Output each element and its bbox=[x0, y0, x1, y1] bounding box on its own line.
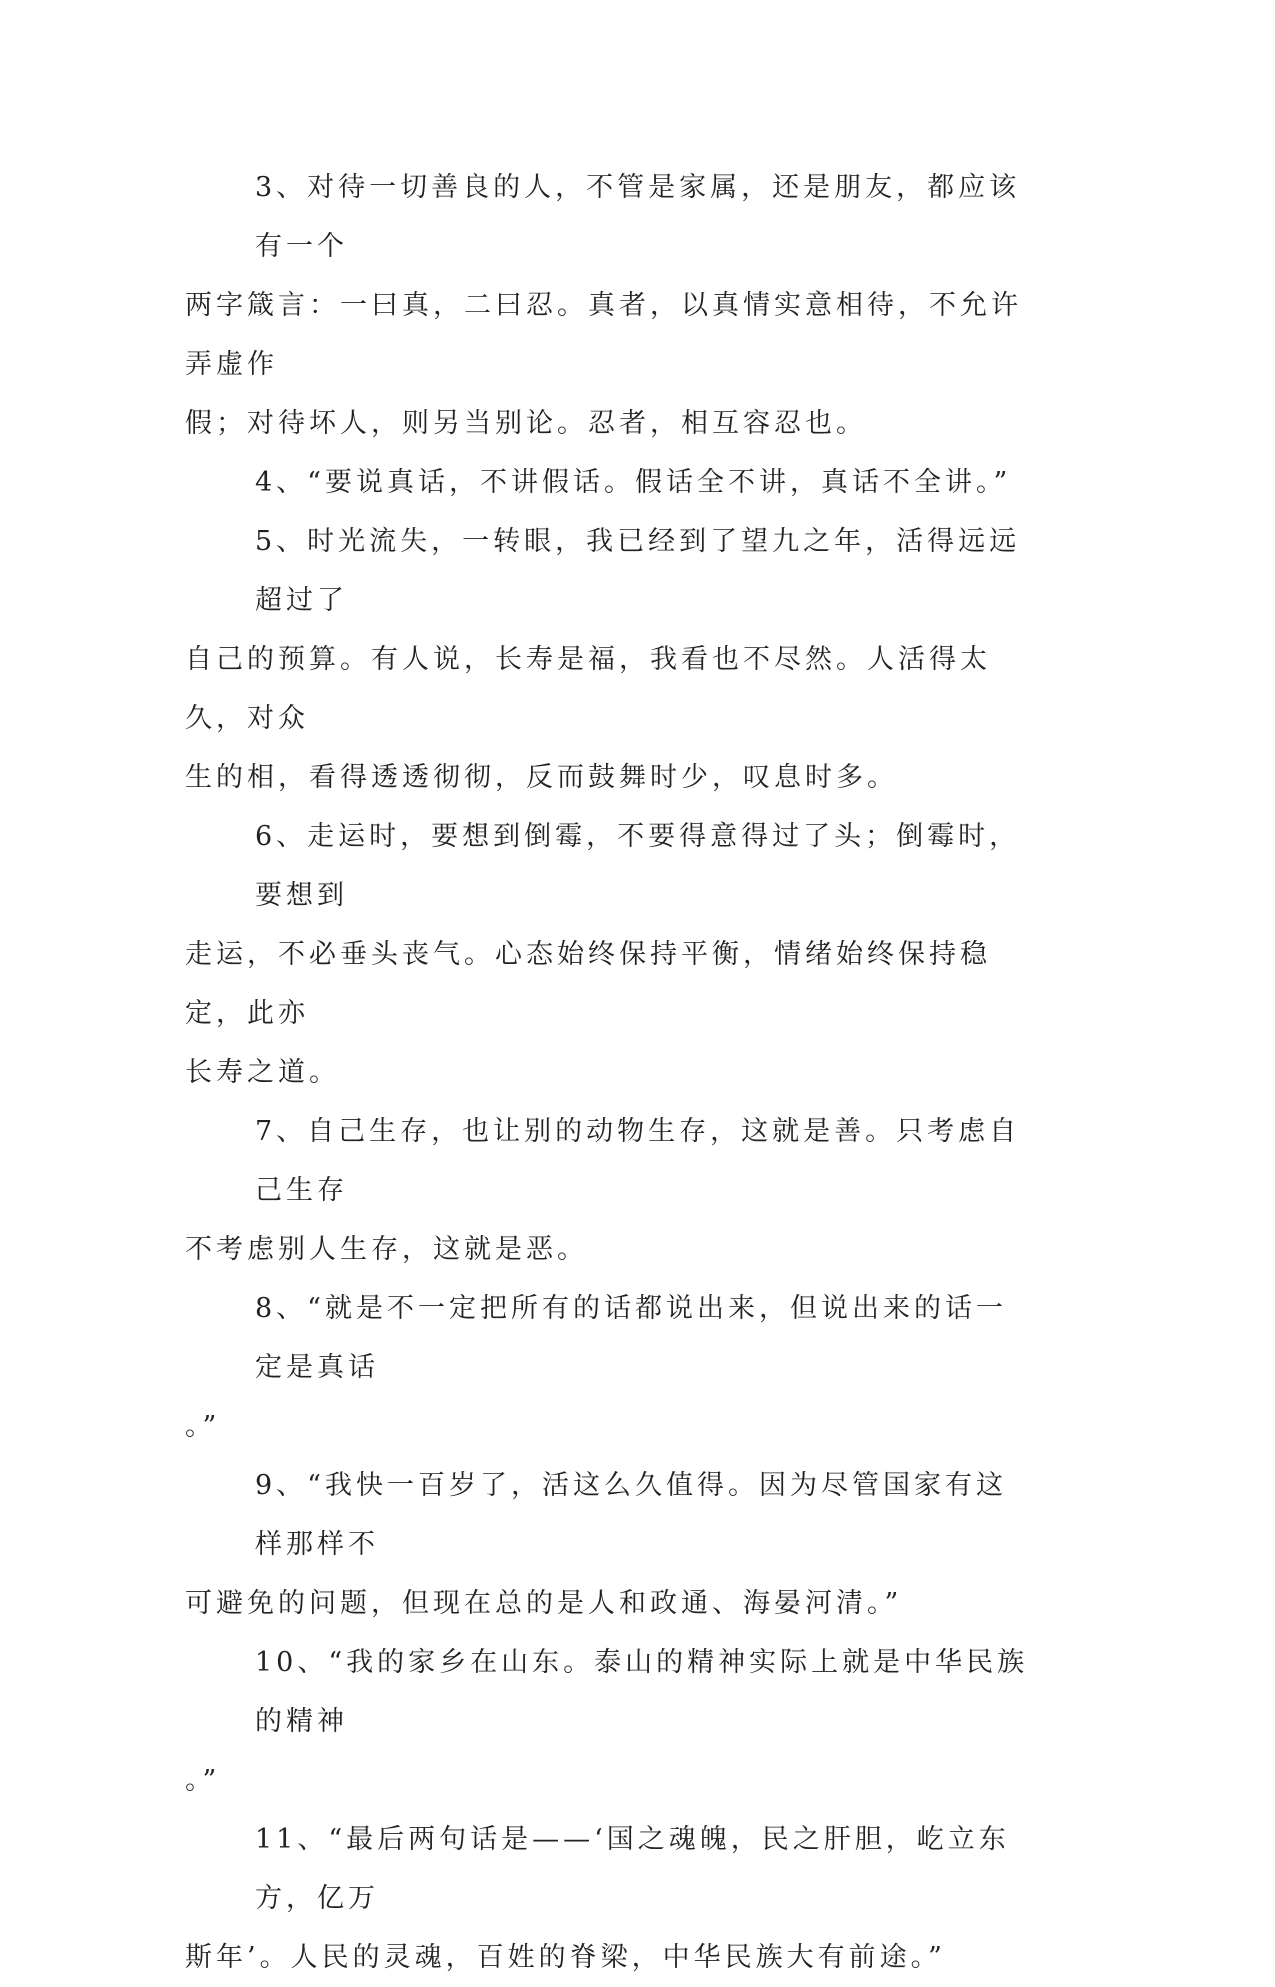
paragraph-10 bbox=[185, 1633, 1035, 1810]
paragraph-line: 7、自己生存，也让别的动物生存，这就是善。只考虑自己生存 bbox=[255, 1116, 1021, 1206]
paragraph-9 bbox=[185, 1456, 1035, 1633]
paragraph-line: 。” bbox=[185, 1765, 221, 1796]
paragraph-line: 长寿之道。 bbox=[185, 1057, 340, 1088]
paragraph-11 bbox=[185, 1810, 1035, 1987]
paragraph-line: 斯年’。人民的灵魂，百姓的脊梁，中华民族大有前途。” bbox=[185, 1942, 946, 1973]
paragraph-line: 8、“就是不一定把所有的话都说出来，但说出来的话一定是真话 bbox=[255, 1293, 1007, 1383]
paragraph-line: 自己的预算。有人说，长寿是福，我看也不尽然。人活得太久，对众 bbox=[185, 644, 991, 734]
paragraph-8 bbox=[185, 1279, 1035, 1456]
paragraph-line: 走运，不必垂头丧气。心态始终保持平衡，情绪始终保持稳定，此亦 bbox=[185, 939, 991, 1029]
paragraph-4 bbox=[185, 453, 1035, 512]
paragraph-line: 6、走运时，要想到倒霉，不要得意得过了头；倒霉时，要想到 bbox=[255, 821, 1021, 911]
paragraph-3 bbox=[185, 158, 1035, 453]
paragraph-line: 3、对待一切善良的人，不管是家属，还是朋友，都应该有一个 bbox=[255, 172, 1021, 262]
paragraph-line: 9、“我快一百岁了，活这么久值得。因为尽管国家有这样那样不 bbox=[255, 1470, 1007, 1560]
paragraph-line: 生的相，看得透透彻彻，反而鼓舞时少，叹息时多。 bbox=[185, 762, 898, 793]
paragraph-7 bbox=[185, 1102, 1035, 1279]
paragraph-line: 5、时光流失，一转眼，我已经到了望九之年，活得远远超过了 bbox=[255, 526, 1021, 616]
paragraph-6 bbox=[185, 807, 1035, 1102]
paragraph-line: 不考虑别人生存，这就是恶。 bbox=[185, 1234, 588, 1265]
paragraph-5 bbox=[185, 512, 1035, 807]
paragraph-line: 10、“我的家乡在山东。泰山的精神实际上就是中华民族的精神 bbox=[255, 1647, 1029, 1737]
paragraph-line: 4、“要说真话，不讲假话。假话全不讲，真话不全讲。” bbox=[255, 467, 1012, 498]
paragraph-line: 两字箴言：一曰真，二曰忍。真者，以真情实意相待，不允许弄虚作 bbox=[185, 290, 1022, 380]
paragraph-line: 11、“最后两句话是——‘国之魂魄，民之肝胆，屹立东方，亿万 bbox=[255, 1824, 1010, 1914]
paragraph-line: 假；对待坏人，则另当别论。忍者，相互容忍也。 bbox=[185, 408, 867, 439]
document-body bbox=[185, 158, 1035, 1987]
paragraph-line: 可避免的问题，但现在总的是人和政通、海晏河清。” bbox=[185, 1588, 903, 1619]
paragraph-line: 。” bbox=[185, 1411, 221, 1442]
